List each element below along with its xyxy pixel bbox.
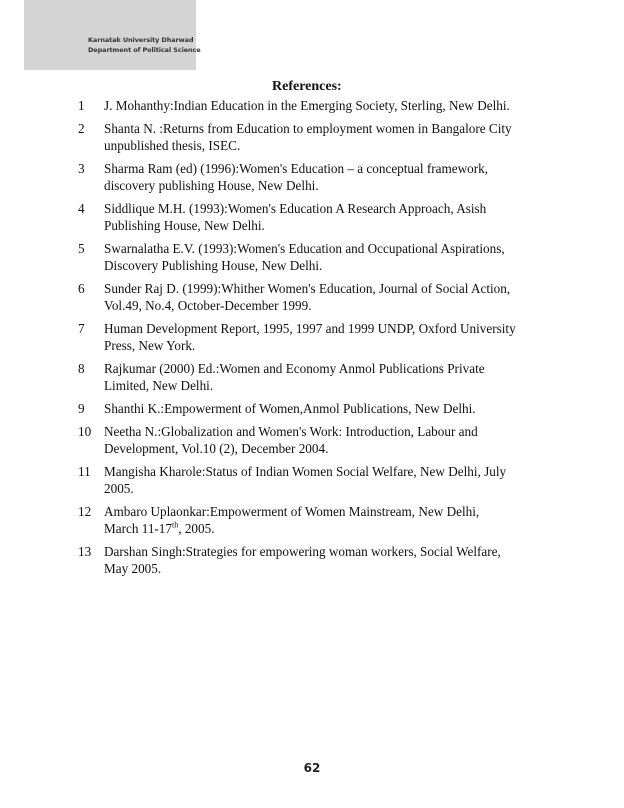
reference-text: Rajkumar (2000) Ed.:Women and Economy Anmol Publications Private Limited, New Delhi.	[104, 361, 485, 393]
reference-number: 12	[78, 504, 92, 519]
reference-text: Darshan Singh:Strategies for empowering woman workers, Social Welfare, May 2005.	[104, 544, 501, 576]
reference-item	[0, 97, 624, 114]
reference-item	[0, 543, 624, 577]
reference-text: Swarnalatha E.V. (1993):Women's Education and Occupational Aspirations, Discovery Publishing House, New Delhi.	[104, 241, 505, 273]
reference-number: 7	[78, 321, 85, 336]
reference-text: J. Mohanthy:Indian Education in the Emerging Society, Sterling, New Delhi.	[104, 98, 510, 113]
reference-item	[0, 360, 624, 394]
reference-item	[0, 280, 624, 314]
reference-item	[0, 503, 624, 537]
reference-number: 11	[78, 464, 91, 479]
reference-item	[0, 400, 624, 417]
reference-number: 5	[78, 241, 85, 256]
page-number: 62	[303, 761, 321, 775]
reference-number: 6	[78, 281, 85, 296]
reference-text-part: , 2005.	[178, 521, 215, 536]
reference-item	[0, 120, 624, 154]
reference-text	[104, 503, 564, 537]
reference-item	[0, 240, 624, 274]
reference-number: 4	[78, 201, 85, 216]
header-block	[24, 0, 196, 70]
header-university: Karnatak University Dharwad	[88, 36, 194, 44]
reference-item	[0, 320, 624, 354]
reference-text: Sunder Raj D. (1999):Whither Women's Education, Journal of Social Action, Vol.49, No.4, October-December 1999.	[104, 281, 511, 313]
reference-number: 9	[78, 401, 85, 416]
reference-number: 10	[78, 424, 92, 439]
reference-number: 1	[78, 98, 85, 113]
reference-text: Human Development Report, 1995, 1997 and 1999 UNDP, Oxford University Press, New York.	[104, 321, 516, 353]
reference-item	[0, 160, 624, 194]
reference-text: Shanta N. :Returns from Education to employment women in Bangalore City unpublished thesis, ISEC.	[104, 121, 512, 153]
reference-text: Siddlique M.H. (1993):Women's Education A Research Approach, Asish Publishing House, New Delhi.	[104, 201, 487, 233]
reference-text: Sharma Ram (ed) (1996):Women's Education – a conceptual framework, discovery publishing House, New Delhi.	[104, 161, 488, 193]
reference-text: Mangisha Kharole:Status of Indian Women Social Welfare, New Delhi, July 2005.	[104, 464, 507, 496]
reference-text: Neetha N.:Globalization and Women's Work: Introduction, Labour and Development, Vol.10 (2), December 2004.	[104, 424, 478, 456]
references-title: References:	[272, 79, 342, 94]
reference-number: 2	[78, 121, 85, 136]
reference-item	[0, 423, 624, 457]
reference-number: 13	[78, 544, 92, 559]
reference-item	[0, 463, 624, 497]
reference-text: Shanthi K.:Empowerment of Women,Anmol Publications, New Delhi.	[104, 401, 476, 416]
reference-number: 3	[78, 161, 85, 176]
superscript-ordinal: th	[172, 520, 179, 530]
header-department: Department of Political Science	[88, 46, 201, 54]
reference-item	[0, 200, 624, 234]
reference-text-part: Ambaro Uplaonkar:Empowerment of Women Mainstream, New Delhi, March 11-17	[104, 504, 480, 536]
references-list	[0, 97, 624, 583]
reference-number: 8	[78, 361, 85, 376]
